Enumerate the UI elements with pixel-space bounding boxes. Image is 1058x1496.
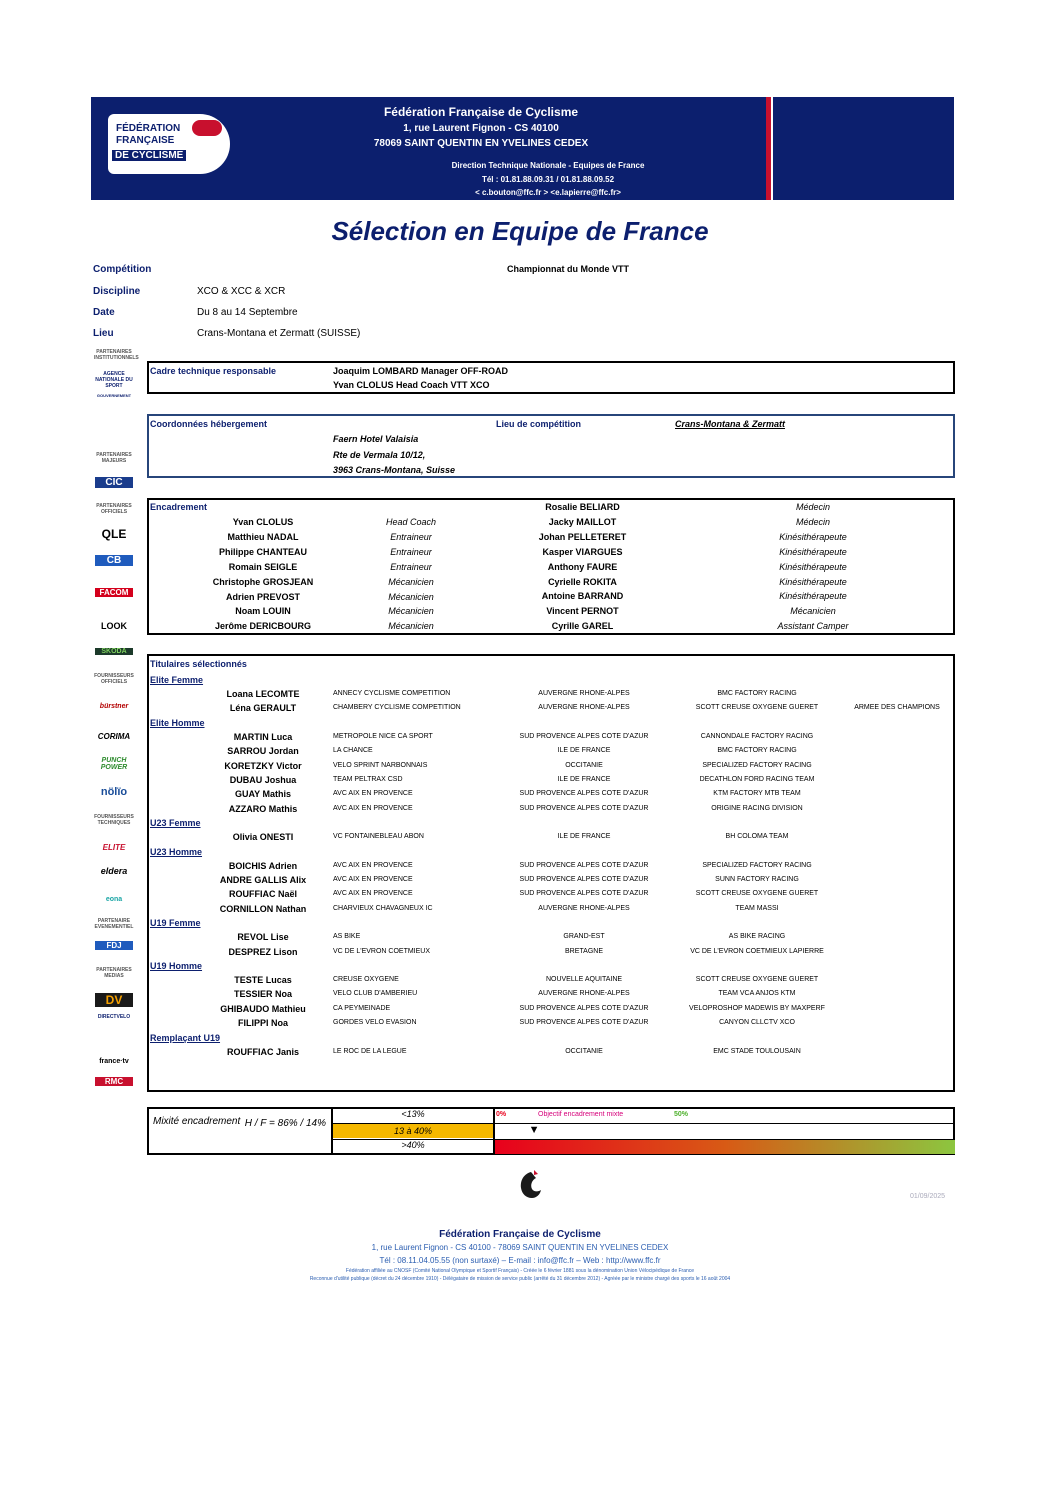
rider-club: LA CHANCE bbox=[333, 747, 373, 755]
header-addr2: 78069 SAINT QUENTIN EN YVELINES CEDEX bbox=[373, 138, 589, 149]
partner-logo: eona bbox=[105, 896, 123, 903]
footer-legal2: Reconnue d'utilité publique (décret du 24 décembre 1910) - Délégataire de mission de service public (arrêté du 31 décembre 2012) - Agréée par le ministre chargé des sports le 16 août 2004 bbox=[309, 1276, 731, 1282]
rider-team: CANNONDALE FACTORY RACING bbox=[700, 732, 814, 740]
rider-club: AS BIKE bbox=[333, 933, 361, 941]
hebergement-label: Coordonnées hébergement bbox=[150, 419, 268, 429]
staff-role: Assistant Camper bbox=[777, 621, 849, 632]
partner-logo: PUNCH POWER bbox=[100, 757, 128, 771]
staff-role: Mécanicien bbox=[790, 606, 836, 617]
rider-name: ROUFFIAC Naël bbox=[228, 889, 297, 900]
staff-name: Noam LOUIN bbox=[235, 606, 291, 617]
threshold-low: <13% bbox=[333, 1109, 493, 1123]
partner-logo: FACOM bbox=[95, 588, 133, 597]
staff-role: Kinésithérapeute bbox=[779, 531, 847, 542]
sidebar-section-label: PARTENAIRES MAJEURS bbox=[96, 452, 132, 464]
logo-line: FÉDÉRATION bbox=[116, 123, 181, 134]
partner-logo: DIRECTVELO bbox=[97, 1014, 131, 1020]
ffc-logo bbox=[108, 114, 230, 174]
rider-region: GRAND-EST bbox=[563, 933, 605, 941]
rider-name: Olivia ONESTI bbox=[232, 832, 294, 843]
lieu-competition-label: Lieu de compétition bbox=[496, 419, 582, 429]
rider-region: AUVERGNE RHONE-ALPES bbox=[538, 904, 630, 912]
rider-region: ILE DE FRANCE bbox=[557, 833, 611, 841]
rider-region: SUD PROVENCE ALPES COTE D'AZUR bbox=[519, 1019, 649, 1027]
rider-team: DECATHLON FORD RACING TEAM bbox=[699, 776, 815, 783]
rider-name: AZZARO Mathis bbox=[228, 803, 298, 814]
rider-club: METROPOLE NICE CA SPORT bbox=[333, 732, 433, 740]
staff-role: Entraineur bbox=[390, 561, 432, 572]
rider-team: BH COLOMA TEAM bbox=[725, 833, 789, 841]
rider-region: AUVERGNE RHONE-ALPES bbox=[538, 990, 630, 998]
partner-logo: FDJ bbox=[95, 941, 133, 950]
staff-role: Kinésithérapeute bbox=[779, 591, 847, 602]
rider-name: Léna GERAULT bbox=[229, 703, 297, 714]
partner-logo: AGENCE NATIONALE DU SPORT bbox=[95, 371, 133, 389]
competition-label: Compétition bbox=[93, 264, 152, 275]
rider-club: AVC AIX EN PROVENCE bbox=[333, 790, 413, 798]
rider-club: ANNECY CYCLISME COMPETITION bbox=[333, 690, 451, 697]
cadre-label: Cadre technique responsable bbox=[150, 366, 277, 376]
partner-logo: RMC bbox=[95, 1077, 133, 1086]
staff-role: Entraineur bbox=[390, 531, 432, 542]
rider-name: GHIBAUDO Mathieu bbox=[220, 1003, 306, 1014]
staff-name: Kasper VIARGUES bbox=[542, 546, 623, 557]
rider-club: AVC AIX EN PROVENCE bbox=[333, 804, 413, 812]
rider-region: OCCITANIE bbox=[565, 1047, 603, 1055]
rider-team: VELOPROSHOP MADEWIS BY MAXPERF bbox=[689, 1004, 825, 1012]
footer-addr: 1, rue Laurent Fignon - CS 40100 - 78069 SAINT QUENTIN EN YVELINES CEDEX bbox=[371, 1243, 669, 1252]
rider-name: GUAY Mathis bbox=[234, 789, 292, 800]
staff-role: Kinésithérapeute bbox=[779, 576, 847, 587]
rider-team: TEAM MASSI bbox=[735, 904, 779, 912]
mixite-line bbox=[495, 1123, 955, 1124]
staff-role: Mécanicien bbox=[388, 621, 434, 632]
page-title: Sélection en Equipe de France bbox=[331, 216, 709, 246]
rider-club: GORDES VELO EVASION bbox=[333, 1019, 417, 1027]
rider-club: CA PEYMEINADE bbox=[333, 1004, 391, 1012]
partner-logo: SKODA bbox=[95, 648, 133, 655]
date-value: Du 8 au 14 Septembre bbox=[197, 307, 298, 318]
staff-role: Médecin bbox=[795, 502, 831, 512]
rider-club: AVC AIX EN PROVENCE bbox=[333, 890, 413, 898]
rider-name: MARTIN Luca bbox=[233, 731, 293, 742]
rider-name: Loana LECOMTE bbox=[226, 689, 300, 699]
footer-contact: Tél : 08.11.04.05.55 (non surtaxé) – E-mail : info@ffc.fr – Web : http://www.ffc.fr bbox=[379, 1256, 661, 1265]
staff-role: Mécanicien bbox=[388, 591, 434, 602]
rider-name: SARROU Jordan bbox=[227, 746, 299, 757]
rider-team: AS BIKE RACING bbox=[728, 933, 786, 941]
partner-logo: QLE bbox=[101, 527, 127, 541]
footer-legal1: Fédération affiliée au CNOSF (Comité National Olympique et Sportif Français) - Créée le 6 février 1881 sous la dénomination Union Vélocipédique de France bbox=[345, 1268, 695, 1274]
category-label: Remplaçant U19 bbox=[150, 1032, 221, 1043]
threshold-mid: 13 à 40% bbox=[333, 1124, 493, 1138]
rider-club: AVC AIX EN PROVENCE bbox=[333, 861, 413, 869]
header-dept: Direction Technique Nationale - Equipes de France bbox=[451, 161, 645, 170]
rider-name: CORNILLON Nathan bbox=[219, 903, 307, 914]
category-label: U23 Femme bbox=[150, 818, 201, 829]
staff-role: Head Coach bbox=[385, 517, 437, 527]
logo-line: DE CYCLISME bbox=[112, 150, 186, 161]
staff-name: Adrien PREVOST bbox=[225, 591, 300, 602]
threshold-high: >40% bbox=[401, 1140, 425, 1150]
partner-logo: LOOK bbox=[101, 621, 127, 631]
hotel-name: Faern Hotel Valaisia bbox=[333, 434, 419, 444]
rider-team: SCOTT CREUSE OXYGENE GUERET bbox=[695, 704, 819, 712]
header-addr1: 1, rue Laurent Fignon - CS 40100 bbox=[403, 123, 559, 134]
header-stripe-white bbox=[771, 97, 773, 200]
rider-club: VELO SPRINT NARBONNAIS bbox=[333, 761, 428, 769]
rider-club: TEAM PELTRAX CSD bbox=[333, 776, 403, 783]
staff-name: Anthony FAURE bbox=[547, 561, 618, 572]
staff-name: Romain SEIGLE bbox=[228, 561, 298, 572]
sidebar-section-label: PARTENAIRE EVENEMENTIEL bbox=[94, 918, 134, 930]
partner-logo: eldera bbox=[100, 866, 128, 876]
staff-name: Philippe CHANTEAU bbox=[218, 546, 307, 557]
staff-name: Matthieu NADAL bbox=[227, 531, 299, 542]
rider-region: AUVERGNE RHONE-ALPES bbox=[538, 704, 630, 712]
ffc-cockerel-icon bbox=[514, 1168, 548, 1202]
sidebar-section-label: PARTENAIRES MEDIAS bbox=[96, 967, 132, 979]
scale-max: 50% bbox=[674, 1111, 689, 1118]
rider-club: VC DE L'EVRON COETMIEUX bbox=[333, 947, 431, 955]
date-stamp: 01/09/2025 bbox=[910, 1193, 946, 1200]
rider-club: VELO CLUB D'AMBERIEU bbox=[333, 990, 418, 998]
category-label: U19 Homme bbox=[150, 961, 203, 971]
staff-role: Entraineur bbox=[390, 546, 432, 557]
partner-logo: nölïo bbox=[100, 786, 128, 798]
rider-region: SUD PROVENCE ALPES COTE D'AZUR bbox=[519, 890, 649, 898]
rider-team: EMC STADE TOULOUSAIN bbox=[713, 1047, 801, 1055]
rider-team: BMC FACTORY RACING bbox=[717, 690, 797, 697]
lieu-value: Crans-Montana et Zermatt (SUISSE) bbox=[197, 328, 361, 339]
rider-region: SUD PROVENCE ALPES COTE D'AZUR bbox=[519, 861, 649, 869]
rider-team: SPECIALIZED FACTORY RACING bbox=[702, 861, 812, 869]
rider-team: ORIGINE RACING DIVISION bbox=[711, 804, 803, 812]
mixite-marker-icon: ▼ bbox=[528, 1124, 540, 1136]
rider-team: SUNN FACTORY RACING bbox=[715, 876, 799, 883]
rider-region: BRETAGNE bbox=[565, 947, 603, 955]
rider-name: ROUFFIAC Janis bbox=[226, 1046, 299, 1057]
lieu-label: Lieu bbox=[93, 328, 114, 339]
staff-name: Yvan CLOLUS bbox=[232, 517, 294, 527]
competition-value: Championnat du Monde VTT bbox=[507, 264, 629, 274]
sidebar-section-label: PARTENAIRES INSTITUTIONNELS bbox=[94, 349, 139, 361]
staff-name: Johan PELLETERET bbox=[538, 531, 627, 542]
rider-region: SUD PROVENCE ALPES COTE D'AZUR bbox=[519, 790, 649, 798]
category-label: U19 Femme bbox=[150, 918, 201, 929]
rider-team: CANYON CLLCTV XCO bbox=[719, 1019, 795, 1027]
staff-name: Christophe GROSJEAN bbox=[212, 576, 314, 587]
hotel-street: Rte de Vermala 10/12, bbox=[333, 450, 426, 460]
category-label: U23 Homme bbox=[150, 846, 203, 857]
partner-logo: GOUVERNEMENT bbox=[96, 393, 132, 398]
rider-club: LE ROC DE LA LEGUE bbox=[333, 1047, 407, 1055]
lieu-competition-value: Crans-Montana & Zermatt bbox=[675, 419, 786, 429]
scale-min: 0% bbox=[496, 1111, 507, 1118]
rider-name: TESSIER Noa bbox=[233, 989, 292, 1000]
partner-logo: bürstner bbox=[99, 703, 129, 710]
rider-name: REVOL Lise bbox=[237, 932, 289, 943]
partner-logo: france·tv bbox=[99, 1058, 129, 1065]
rider-name: FILIPPI Noa bbox=[237, 1018, 288, 1029]
rider-team: BMC FACTORY RACING bbox=[717, 747, 797, 755]
rider-club: CREUSE OXYGENE bbox=[333, 976, 399, 983]
staff-role: Médecin bbox=[795, 516, 831, 527]
rider-region: SUD PROVENCE ALPES COTE D'AZUR bbox=[519, 804, 649, 812]
staff-name: Cyrielle ROKITA bbox=[548, 576, 617, 587]
sidebar-section-label: PARTENAIRES OFFICIELS bbox=[96, 503, 132, 515]
staff-name: Rosalie BELIARD bbox=[545, 502, 620, 512]
mixite-ratio: H / F = 86% / 14% bbox=[244, 1118, 326, 1129]
rider-name: KORETZKY Victor bbox=[224, 760, 302, 771]
rider-region: SUD PROVENCE ALPES COTE D'AZUR bbox=[519, 732, 649, 740]
hotel-city: 3963 Crans-Montana, Suisse bbox=[333, 465, 456, 475]
staff-role: Mécanicien bbox=[388, 576, 434, 587]
staff-role: Kinésithérapeute bbox=[779, 546, 847, 557]
cadre-line2: Yvan CLOLUS Head Coach VTT XCO bbox=[333, 380, 490, 390]
rider-club: VC FONTAINEBLEAU ABON bbox=[333, 833, 424, 841]
rider-team: VC DE L'EVRON COETMIEUX LAPIERRE bbox=[690, 947, 824, 955]
mixite-gradient-bar bbox=[495, 1140, 955, 1154]
rider-name: ANDRE GALLIS Alix bbox=[219, 875, 307, 885]
staff-name: Cyrille GAREL bbox=[551, 621, 614, 632]
logo-swoosh-icon bbox=[192, 120, 222, 136]
header-emails: < c.bouton@ffc.fr > <e.lapierre@ffc.fr> bbox=[475, 188, 621, 197]
footer-org: Fédération Française de Cyclisme bbox=[439, 1229, 601, 1240]
discipline-label: Discipline bbox=[93, 286, 141, 297]
partner-logo: CORIMA bbox=[97, 732, 131, 741]
partner-logo: CIC bbox=[95, 477, 133, 488]
rider-name: DESPREZ Lison bbox=[228, 946, 298, 957]
rider-name: BOICHIS Adrien bbox=[228, 860, 298, 871]
partner-logo: DV bbox=[95, 993, 133, 1007]
rider-name: DUBAU Joshua bbox=[229, 775, 297, 785]
staff-name: Jerôme DERICBOURG bbox=[214, 621, 312, 632]
staff-role: Mécanicien bbox=[388, 606, 434, 617]
staff-name: Jacky MAILLOT bbox=[548, 516, 617, 527]
rider-region: SUD PROVENCE ALPES COTE D'AZUR bbox=[519, 1004, 649, 1012]
rider-club: CHARVIEUX CHAVAGNEUX IC bbox=[333, 904, 433, 912]
rider-region: NOUVELLE AQUITAINE bbox=[545, 976, 623, 983]
rider-name: TESTE Lucas bbox=[234, 975, 292, 985]
rider-club: CHAMBERY CYCLISME COMPETITION bbox=[333, 704, 461, 712]
rider-team: SPECIALIZED FACTORY RACING bbox=[702, 761, 812, 769]
encadrement-label: Encadrement bbox=[150, 502, 208, 512]
cadre-line1: Joaquim LOMBARD Manager OFF-ROAD bbox=[333, 366, 509, 376]
sidebar-section-label: FOURNISSEURS TECHNIQUES bbox=[94, 814, 134, 826]
mixite-line bbox=[331, 1123, 495, 1124]
titulaires-label: Titulaires sélectionnés bbox=[150, 659, 247, 669]
rider-region: SUD PROVENCE ALPES COTE D'AZUR bbox=[519, 876, 649, 883]
discipline-value: XCO & XCC & XCR bbox=[197, 286, 286, 297]
rider-region: ILE DE FRANCE bbox=[557, 747, 611, 755]
category-label: Elite Homme bbox=[150, 717, 205, 728]
header-tel: Tél : 01.81.88.09.31 / 01.81.88.09.52 bbox=[481, 175, 615, 184]
rider-region: OCCITANIE bbox=[565, 761, 603, 769]
date-label: Date bbox=[93, 307, 115, 318]
rider-team: SCOTT CREUSE OXYGENE GUERET bbox=[695, 976, 819, 983]
rider-extra: ARMEE DES CHAMPIONS bbox=[854, 704, 940, 712]
rider-team: SCOTT CREUSE OXYGENE GUERET bbox=[695, 890, 819, 898]
scale-title: Objectif encadrement mixte bbox=[538, 1111, 624, 1118]
rider-club: AVC AIX EN PROVENCE bbox=[333, 876, 413, 883]
sidebar-section-label: FOURNISSEURS OFFICIELS bbox=[94, 673, 134, 685]
staff-role: Kinésithérapeute bbox=[779, 561, 847, 572]
partner-logo: ELITE bbox=[102, 843, 126, 852]
staff-name: Antoine BARRAND bbox=[541, 591, 624, 602]
header-org: Fédération Française de Cyclisme bbox=[383, 105, 579, 119]
mixite-label: Mixité encadrement bbox=[153, 1116, 241, 1127]
rider-region: ILE DE FRANCE bbox=[557, 776, 611, 783]
rider-team: KTM FACTORY MTB TEAM bbox=[713, 790, 801, 798]
rider-region: AUVERGNE RHONE-ALPES bbox=[538, 690, 630, 697]
rider-team: TEAM VCA ANJOS KTM bbox=[718, 990, 796, 998]
partner-logo: CB bbox=[95, 555, 133, 566]
logo-line: FRANÇAISE bbox=[116, 135, 175, 146]
staff-name: Vincent PERNOT bbox=[546, 606, 619, 617]
category-label: Elite Femme bbox=[150, 675, 204, 685]
